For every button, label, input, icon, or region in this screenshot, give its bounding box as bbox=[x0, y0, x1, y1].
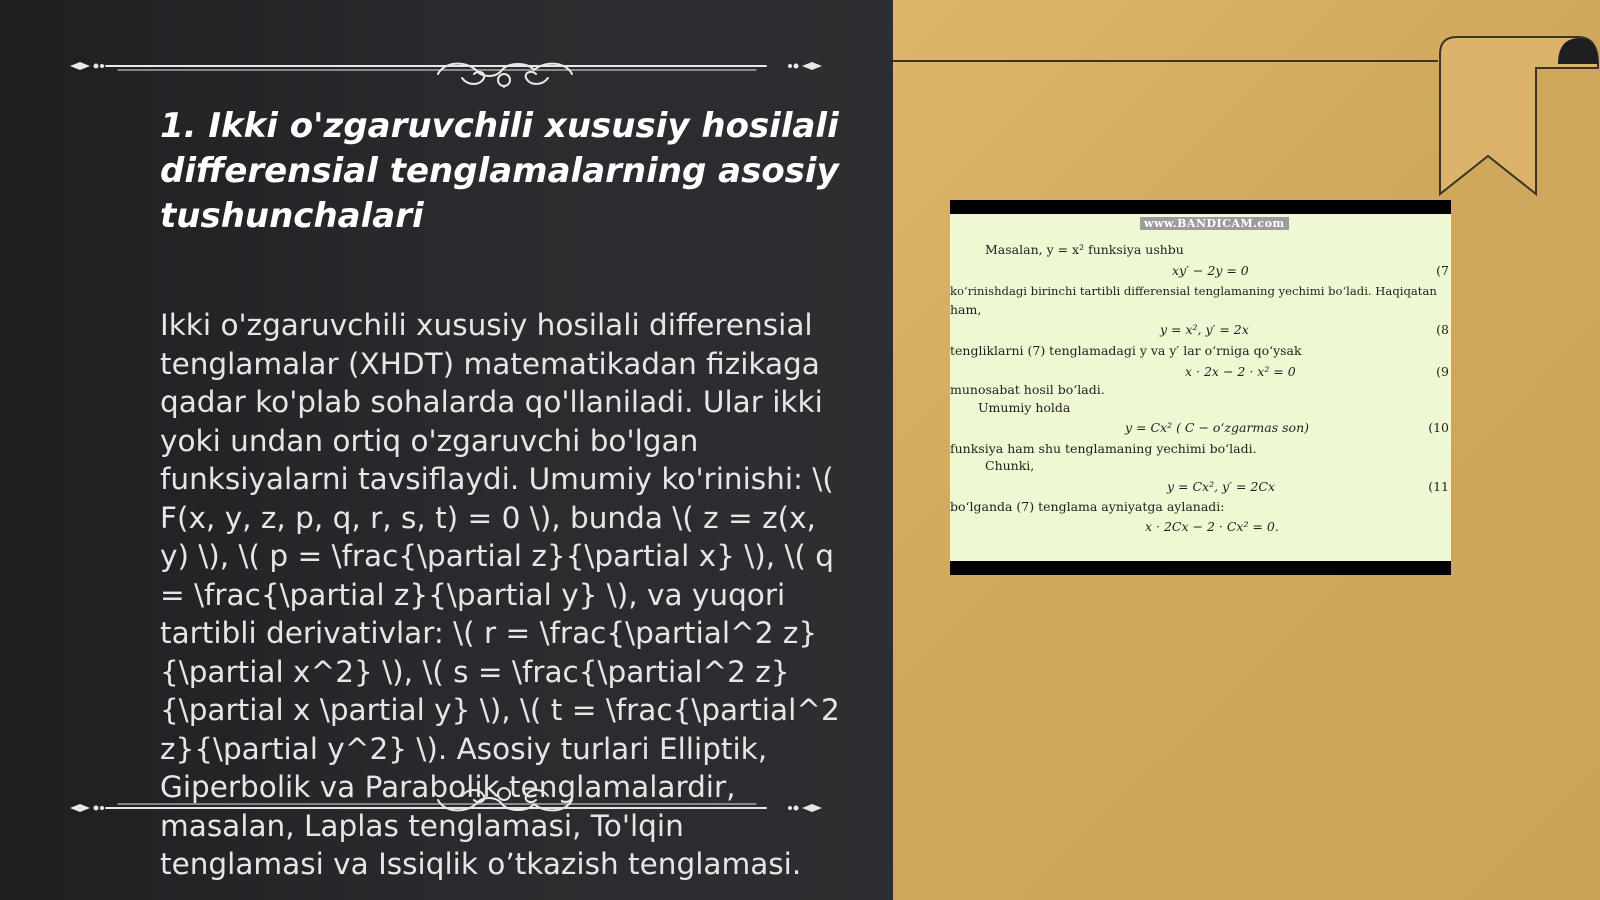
doc-equation-number: (11 bbox=[1428, 479, 1449, 494]
bookmark-ribbon-icon bbox=[1430, 34, 1600, 204]
doc-equation-number: (9 bbox=[1436, 364, 1449, 379]
embedded-screenshot bbox=[950, 200, 1451, 575]
doc-equation: x · 2x − 2 · x² = 0 bbox=[1185, 364, 1296, 379]
doc-line: tengliklarni (7) tenglamadagi y va y′ lar o‘rniga qo‘ysak bbox=[950, 343, 1302, 358]
slide-title: 1. Ikki o'zgaruvchili xususiy hosilali differensial tenglamalarning asosiy tushunchalari bbox=[160, 106, 839, 236]
doc-line: munosabat hosil bo‘ladi. bbox=[950, 382, 1105, 397]
doc-equation-number: (8 bbox=[1436, 322, 1449, 337]
document-page bbox=[950, 214, 1451, 561]
right-divider-line bbox=[893, 60, 1438, 62]
doc-equation: y = Cx² ( C − o‘zgarmas son) bbox=[1125, 420, 1309, 435]
doc-equation: xy′ − 2y = 0 bbox=[1172, 263, 1249, 278]
doc-line: bo‘lganda (7) tenglama ayniyatga aylanadi: bbox=[950, 499, 1225, 514]
slide-body-text: Ikki o'zgaruvchili xususiy hosilali differensial tenglamalar (XHDT) matematikadan fizikaga qadar ko'plab sohalarda qo'llaniladi. Ular ikki yoki undan ortiq o'zgaruvchi bo'lgan funksiyalarni tavsiflaydi. Umumiy ko'rinishi: \( F(x, y, z, p, q, r, s, t) = 0 \), bunda \( z = z(x, y) \), \( p = \frac{\partial z}{\partial x} \), \( q = \frac{\partial z}{\partial y} \), va yuqori tartibli derivativlar: \( r = \frac{\partial^2 z}{\partial x^2} \), \( s = \frac{\partial^2 z}{\partial x \partial y} \), \( t = \frac{\partial^2 z}{\partial y^2} \). Asosiy turlari Elliptik, Giperbolik va Parabolik tenglamalardir, masalan, Laplas tenglamasi, To'lqin tenglamasi va Issiqlik o’tkazish tenglamasi. bbox=[160, 308, 840, 881]
doc-line: ham, bbox=[950, 302, 982, 317]
ornamental-divider-icon bbox=[66, 48, 826, 88]
doc-line: Chunki, bbox=[985, 458, 1035, 473]
doc-line: Masalan, y = x² funksiya ushbu bbox=[985, 242, 1184, 257]
doc-line: ko‘rinishdagi birinchi tartibli differensial tenglamaning yechimi bo‘ladi. Haqiqatan bbox=[950, 284, 1437, 298]
doc-equation-number: (7 bbox=[1436, 263, 1449, 278]
doc-line: funksiya ham shu tenglamaning yechimi bo‘ladi. bbox=[950, 441, 1257, 456]
doc-equation: x · 2Cx − 2 · Cx² = 0. bbox=[1145, 519, 1279, 534]
doc-equation: y = Cx², y′ = 2Cx bbox=[1167, 479, 1275, 494]
doc-line: Umumiy holda bbox=[978, 400, 1071, 415]
doc-equation-number: (10 bbox=[1428, 420, 1449, 435]
doc-equation: y = x², y′ = 2x bbox=[1160, 322, 1249, 337]
watermark: www.BANDICAM.com bbox=[1140, 217, 1289, 230]
